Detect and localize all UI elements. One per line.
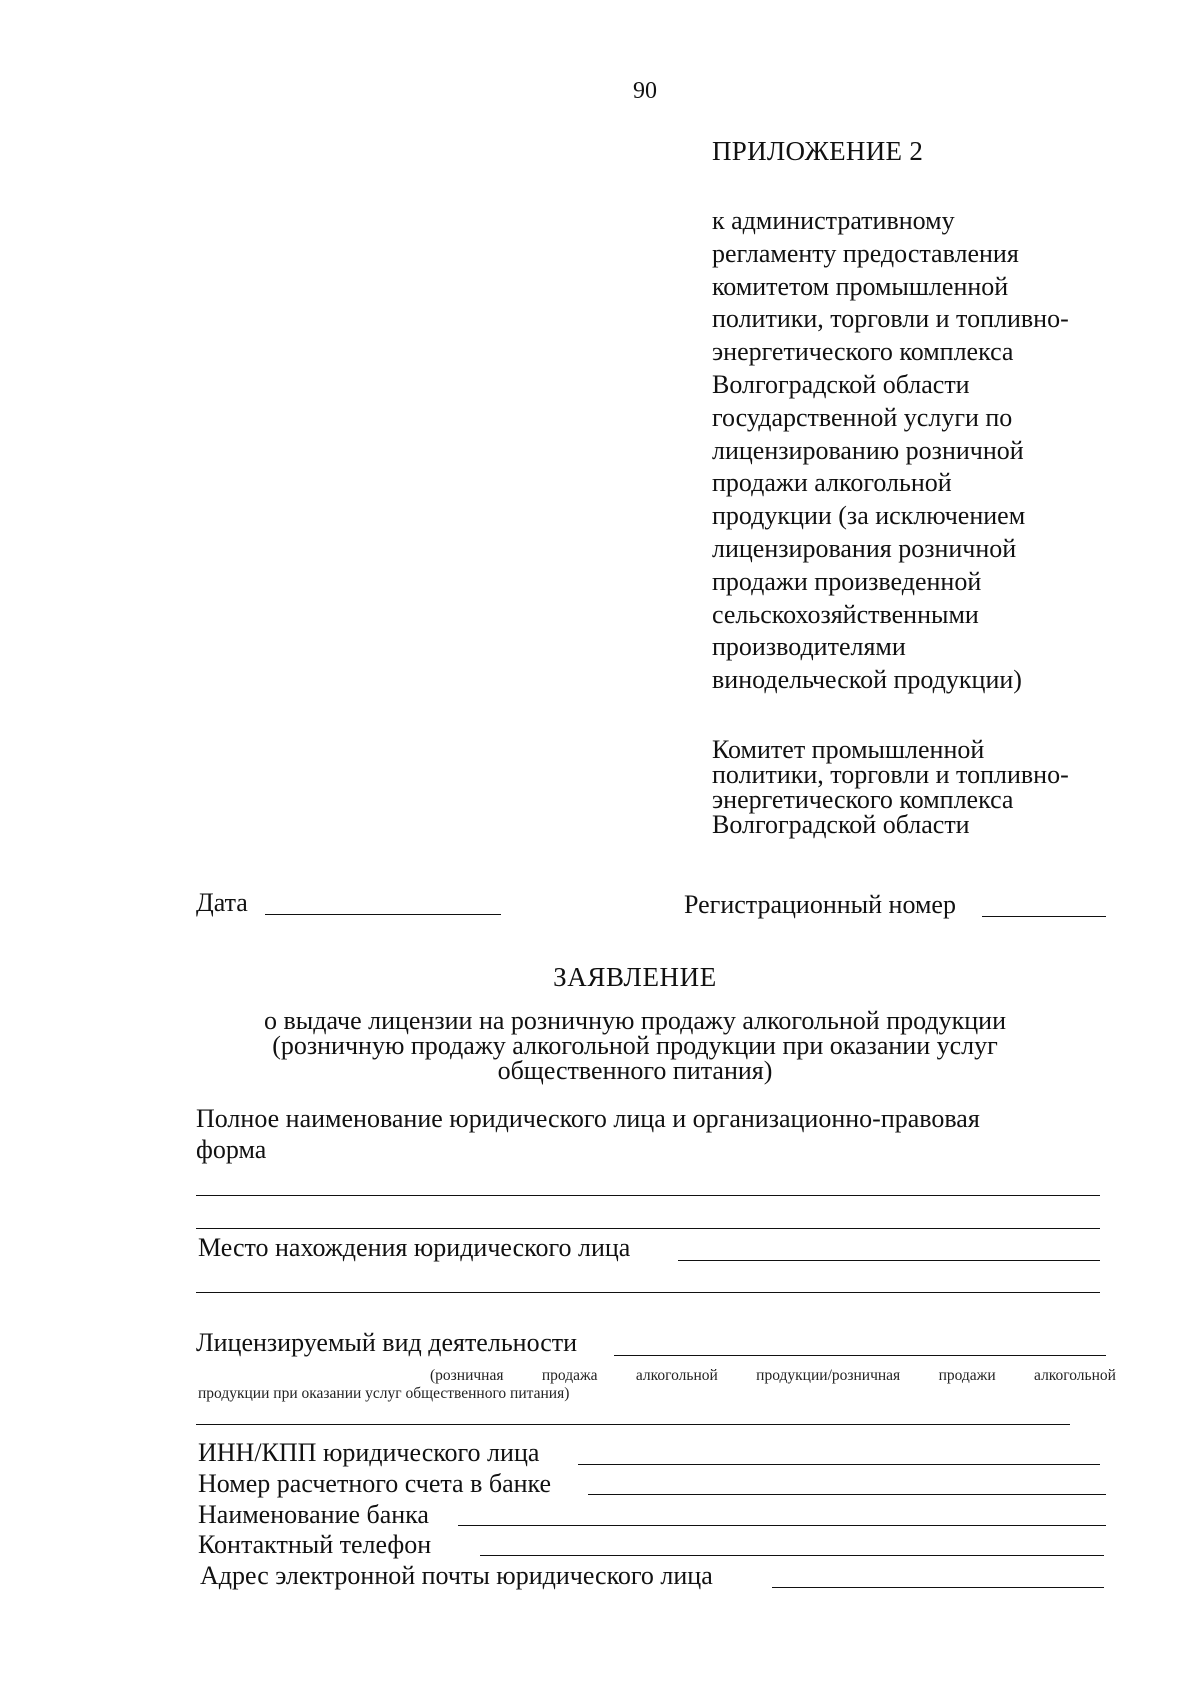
- appendix-line: продукции (за исключением: [712, 501, 1026, 531]
- location-label: Место нахождения юридического лица: [198, 1233, 631, 1262]
- location-field-1[interactable]: [678, 1260, 1100, 1261]
- appendix-line: регламенту предоставления: [712, 238, 1019, 268]
- appendix-line: энергетического комплекса: [712, 337, 1014, 367]
- registration-number-field[interactable]: [982, 916, 1106, 917]
- activity-note-word: продажи: [938, 1367, 996, 1384]
- subtitle-line: общественного питания): [497, 1056, 773, 1085]
- email-field[interactable]: [772, 1587, 1104, 1588]
- addressee: [712, 737, 1172, 837]
- location-field-2[interactable]: [196, 1292, 1100, 1293]
- page-number: 90: [633, 78, 657, 104]
- appendix-line: производителями: [712, 632, 906, 662]
- bank-name-field[interactable]: [458, 1525, 1106, 1526]
- appendix-line: сельскохозяйственными: [712, 599, 979, 629]
- appendix-description: [712, 205, 1172, 697]
- inn-kpp-field[interactable]: [578, 1464, 1100, 1465]
- bank-account-label: Номер расчетного счета в банке: [198, 1469, 552, 1498]
- document-title: ЗАЯВЛЕНИЕ: [553, 962, 717, 992]
- date-field[interactable]: [265, 914, 501, 915]
- activity-note-word: алкогольной: [1034, 1367, 1116, 1384]
- bank-name-label: Наименование банка: [198, 1500, 429, 1529]
- full-name-label-cont: форма: [196, 1135, 267, 1164]
- appendix-line: политики, торговли и топливно-: [712, 304, 1069, 334]
- phone-field[interactable]: [480, 1555, 1104, 1556]
- activity-field-2[interactable]: [196, 1424, 1070, 1425]
- activity-note-word: алкогольной: [635, 1367, 718, 1384]
- activity-note-word: (розничная: [430, 1367, 504, 1384]
- full-name-label: Полное наименование юридического лица и организационно-правовая: [196, 1104, 980, 1133]
- appendix-line: к административному: [712, 206, 955, 235]
- addressee-line: Волгоградской области: [712, 810, 970, 839]
- date-label: Дата: [196, 888, 248, 917]
- activity-label: Лицензируемый вид деятельности: [196, 1328, 578, 1357]
- appendix-line: винодельческой продукции): [712, 665, 1022, 695]
- appendix-line: лицензированию розничной: [712, 435, 1024, 465]
- inn-kpp-label: ИНН/КПП юридического лица: [198, 1438, 540, 1467]
- full-name-field-1[interactable]: [196, 1195, 1100, 1196]
- registration-number-label: Регистрационный номер: [684, 890, 956, 919]
- activity-note-word: продукции/розничная: [756, 1367, 901, 1384]
- addressee-line: энергетического комплекса: [712, 785, 1014, 814]
- appendix-line: государственной услуги по: [712, 402, 1013, 432]
- full-name-field-2[interactable]: [196, 1228, 1100, 1229]
- addressee-line: политики, торговли и топливно-: [712, 760, 1069, 789]
- activity-note-cont: продукции при оказании услуг общественного питания): [198, 1385, 570, 1402]
- appendix-line: продажи произведенной: [712, 566, 982, 596]
- appendix-line: продажи алкогольной: [712, 468, 952, 498]
- appendix-line: комитетом промышленной: [712, 271, 1009, 301]
- subtitle-line: о выдаче лицензии на розничную продажу алкогольной продукции: [264, 1006, 1006, 1035]
- email-label: Адрес электронной почты юридического лица: [200, 1561, 713, 1590]
- activity-note: [430, 1367, 1116, 1385]
- activity-field[interactable]: [614, 1355, 1106, 1356]
- document-subtitle: [0, 1008, 1200, 1083]
- activity-note-word: продажа: [541, 1367, 598, 1384]
- appendix-line: Волгоградской области: [712, 369, 970, 399]
- appendix-line: лицензирования розничной: [712, 533, 1017, 563]
- phone-label: Контактный телефон: [198, 1530, 432, 1559]
- appendix-title: ПРИЛОЖЕНИЕ 2: [712, 136, 924, 166]
- subtitle-line: (розничную продажу алкогольной продукции при оказании услуг: [272, 1031, 998, 1060]
- bank-account-field[interactable]: [588, 1494, 1106, 1495]
- addressee-line: Комитет промышленной: [712, 735, 985, 764]
